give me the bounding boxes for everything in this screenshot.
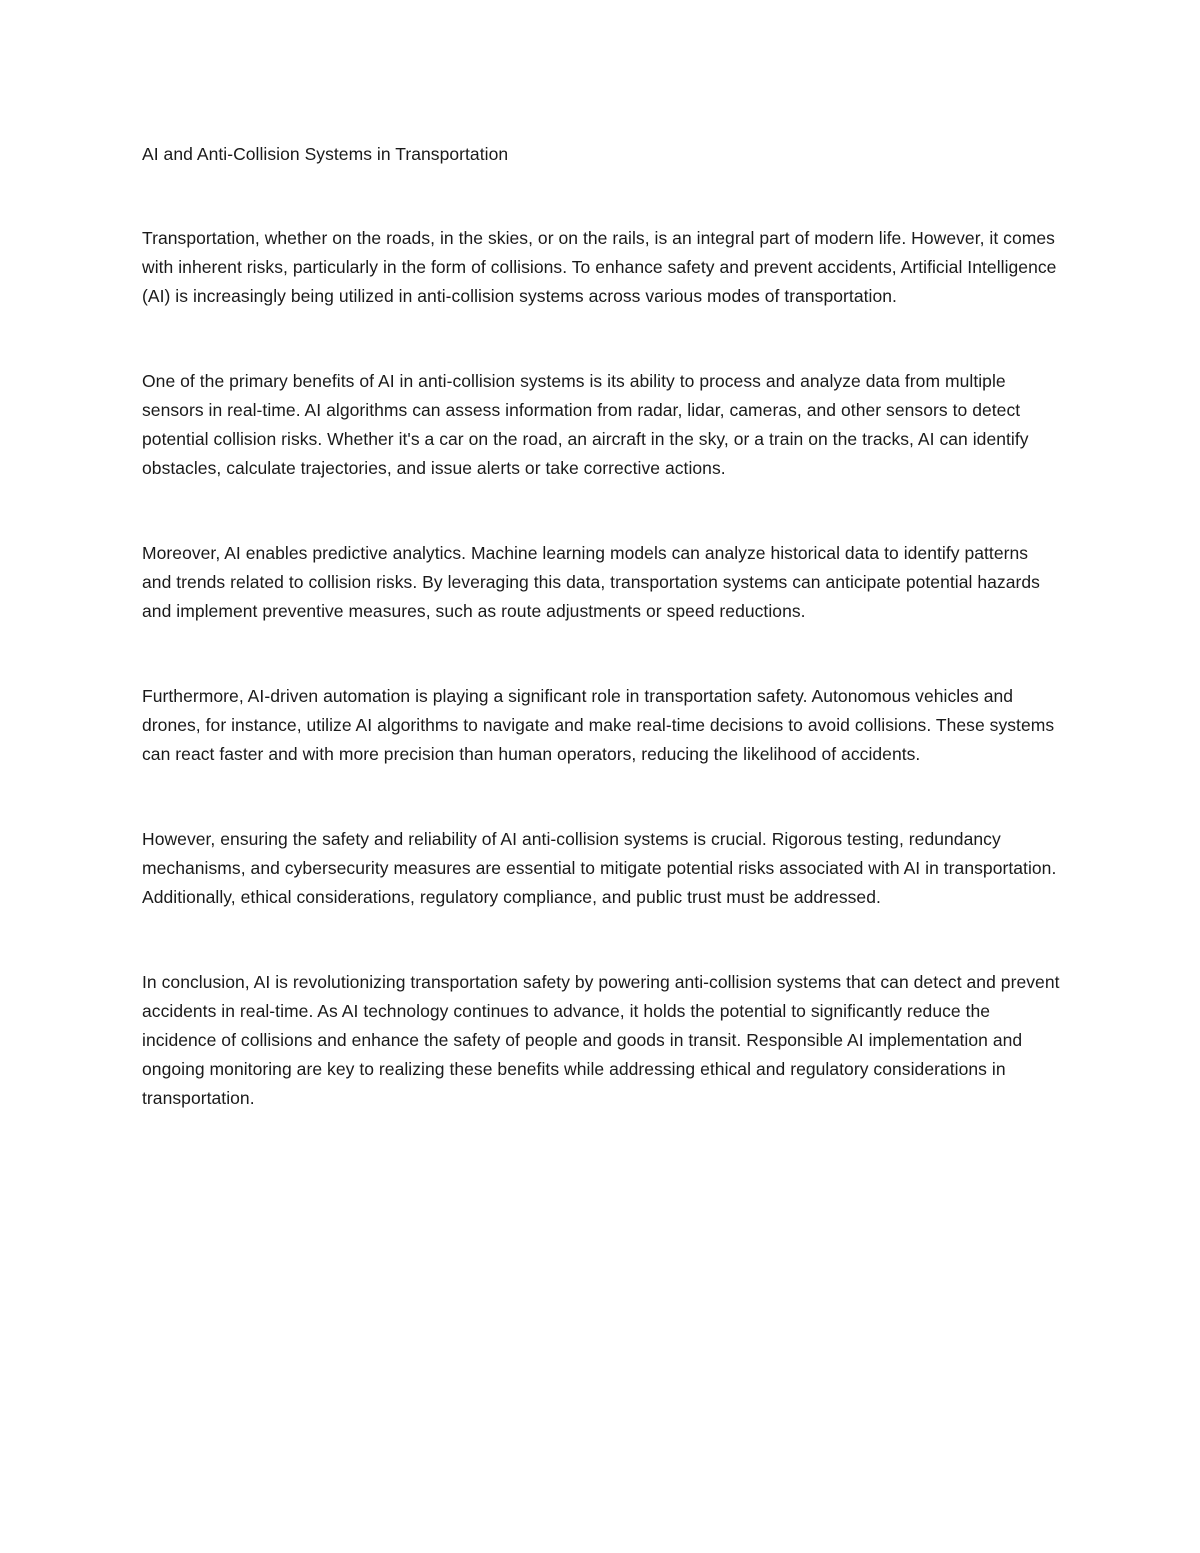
document-body [142, 140, 1060, 1169]
paragraph-conclusion: In conclusion, AI is revolutionizing transportation safety by powering anti-collision systems that can detect and prevent accidents in real-time. As AI technology continues to advance, it holds the potential to significantly reduce the incidence of collisions and enhance the safety of people and goods in transit. Responsible AI implementation and ongoing monitoring are key to realizing these benefits while addressing ethical and regulatory considerations in transportation. [142, 972, 1060, 1108]
paragraph-sensor-processing: One of the primary benefits of AI in anti-collision systems is its ability to process and analyze data from multiple sensors in real-time. AI algorithms can assess information from radar, lidar, cameras, and other sensors to detect potential collision risks. Whether it's a car on the road, an aircraft in the sky, or a train on the tracks, AI can identify obstacles, calculate trajectories, and issue alerts or take corrective actions. [142, 371, 1029, 478]
paragraph-automation: Furthermore, AI-driven automation is playing a significant role in transportation safety. Autonomous vehicles and drones, for instance, utilize AI algorithms to navigate and make real-time decisions to avoid collisions. These systems can react faster and with more precision than human operators, reducing the likelihood of accidents. [142, 686, 1055, 764]
paragraph-introduction: Transportation, whether on the roads, in the skies, or on the rails, is an integral part of modern life. However, it comes with inherent risks, particularly in the form of collisions. To enhance safety and prevent accidents, Artificial Intelligence (AI) is increasingly being utilized in anti-collision systems across various modes of transportation. [142, 228, 1057, 306]
document-title: AI and Anti-Collision Systems in Transportation [142, 144, 509, 164]
paragraph-safety-reliability: However, ensuring the safety and reliability of AI anti-collision systems is crucial. Rigorous testing, redundancy mechanisms, and cybersecurity measures are essential to mitigate potential risks associated with AI in transportation. Additionally, ethical considerations, regulatory compliance, and public trust must be addressed. [142, 829, 1057, 907]
paragraph-predictive-analytics: Moreover, AI enables predictive analytics. Machine learning models can analyze historical data to identify patterns and trends related to collision risks. By leveraging this data, transportation systems can anticipate potential hazards and implement preventive measures, such as route adjustments or speed reductions. [142, 543, 1040, 621]
